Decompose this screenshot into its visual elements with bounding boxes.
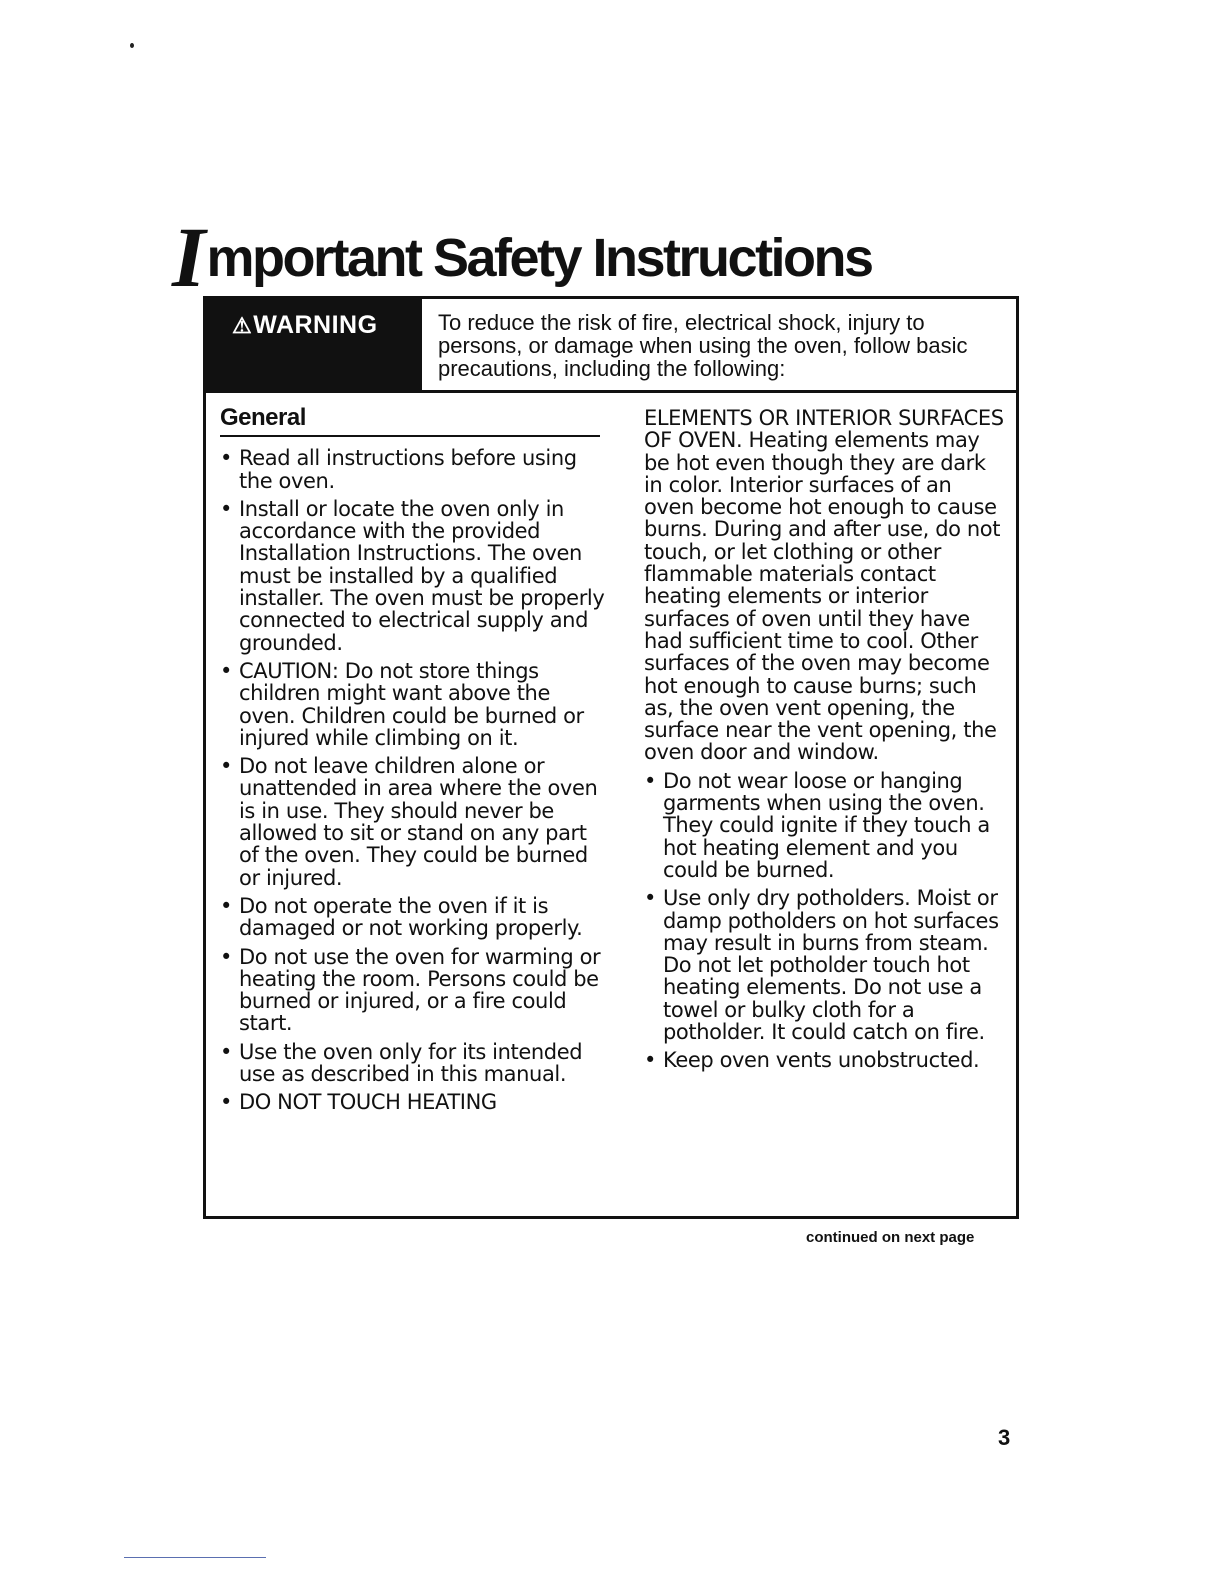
list-item: • Do not operate the oven if it is damaged or not working properly. — [220, 895, 610, 940]
right-column — [644, 407, 1006, 1078]
warning-label — [206, 299, 422, 393]
general-heading: General — [220, 407, 600, 437]
page-title — [172, 209, 872, 306]
page-number: 3 — [998, 1425, 1011, 1450]
right-list — [644, 770, 1006, 1072]
list-item: • Use the oven only for its intended use as described in this manual. — [220, 1041, 610, 1086]
continued-item-text: ELEMENTS OR INTERIOR SURFACES OF OVEN. Heating elements may be hot even though they are dark in color. Interior surfaces of an oven become hot enough to cause burns. During and after use, do not touch, or let clothing or other flammable materials contact heating elements or interior surfaces of oven until they have had sufficient time to cool. Other surfaces of the oven may become hot enough to cause burns; such as, the oven vent opening, the surface near the vent opening, the oven door and window. — [644, 406, 1004, 765]
list-item: • Do not leave children alone or unattended in area where the oven is in use. They should never be allowed to sit or stand on any part of the oven. They could be burned or injured. — [220, 755, 610, 889]
list-item: • CAUTION: Do not store things children might want above the oven. Children could be burned or injured while climbing on it. — [220, 660, 610, 749]
list-item: • DO NOT TOUCH HEATING — [220, 1091, 610, 1113]
list-item: • Read all instructions before using the oven. — [220, 447, 610, 492]
warning-text: To reduce the risk of fire, electrical shock, injury to persons, or damage when using the oven, follow basic precautions, including the following: — [438, 310, 968, 381]
general-list — [220, 447, 610, 1113]
list-item: • Do not use the oven for warming or heating the room. Persons could be burned or injured, or a fire could start. — [220, 946, 610, 1035]
scan-edge-line — [124, 1557, 266, 1558]
left-column — [220, 404, 610, 1120]
warning-triangle-icon: ⚠ — [232, 313, 253, 338]
list-item: • Install or locate the oven only in accordance with the provided Installation Instructions. The oven must be installed by a qualified installer. The oven must be properly connected to electrical supply and grounded. — [220, 498, 610, 654]
title-rest: mportant Safety Instructions — [206, 228, 872, 289]
list-item: • Keep oven vents unobstructed. — [644, 1049, 1006, 1071]
title-initial: I — [172, 209, 206, 306]
continued-note: continued on next page — [806, 1229, 975, 1246]
warning-divider — [422, 390, 1016, 393]
warning-label-text: WARNING — [253, 311, 378, 339]
scan-speck — [130, 43, 134, 48]
list-item: • Do not wear loose or hanging garments when using the oven. They could ignite if they touch a hot heating element and you could be burned. — [644, 770, 1006, 881]
list-item: • Use only dry potholders. Moist or damp potholders on hot surfaces may result in burns from steam. Do not let potholder touch hot heating elements. Do not use a towel or bulky cloth for a potholder. It could catch on fire. — [644, 887, 1006, 1043]
safety-box — [203, 296, 1019, 1219]
